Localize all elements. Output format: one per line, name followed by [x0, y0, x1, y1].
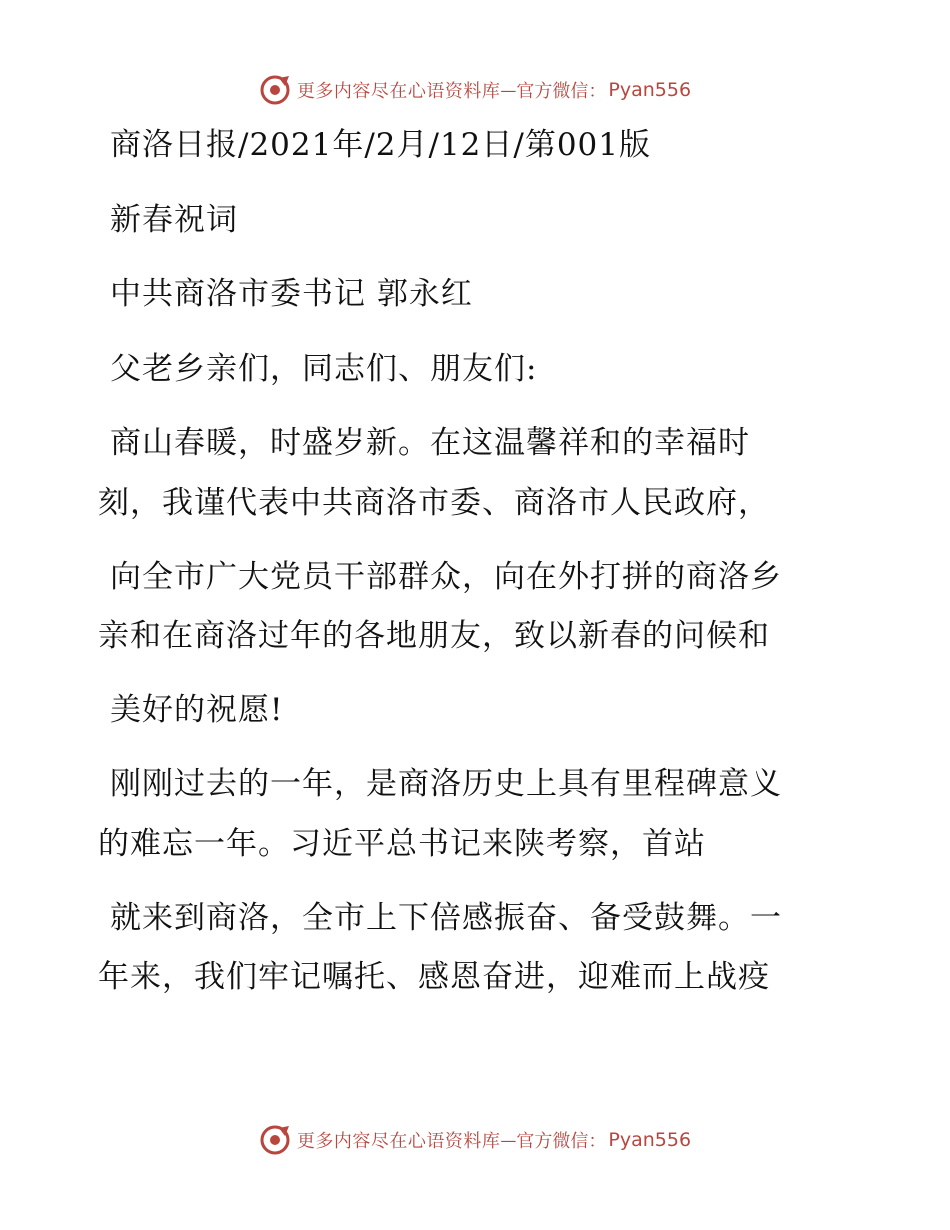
salutation-line: 父老乡亲们，同志们、朋友们: — [110, 351, 538, 387]
watermark-wechat-id: Pyan556 — [608, 79, 692, 101]
watermark-wechat-id: Pyan556 — [608, 1129, 692, 1151]
watermark-wechat-label: 官方微信： — [516, 81, 607, 102]
paragraph-line: 的难忘一年。习近平总书记来陕考察，首站 — [98, 826, 706, 862]
pen-logo-icon — [259, 1124, 291, 1156]
watermark-wechat-label: 官方微信： — [516, 1131, 607, 1152]
paragraph-line: 商山春暖，时盛岁新。在这温馨祥和的幸福时 — [110, 425, 750, 461]
author-line: 中共商洛市委书记 郭永红 — [110, 276, 473, 312]
source-line: 商洛日报/2021年/2月/12日/第001版 — [110, 127, 652, 163]
footer-watermark-banner — [0, 1120, 950, 1160]
paragraph-line: 刚刚过去的一年，是商洛历史上具有里程碑意义 — [110, 766, 782, 802]
paragraph-line: 就来到商洛，全市上下倍感振奋、备受鼓舞。一 — [110, 900, 782, 936]
document-title: 新春祝词 — [110, 202, 238, 238]
paragraph-line: 向全市广大党员干部群众，向在外打拼的商洛乡 — [110, 559, 782, 595]
paragraph-line: 亲和在商洛过年的各地朋友，致以新春的问候和 — [98, 618, 770, 654]
watermark-slogan: 更多内容尽在心语资料库 — [296, 1131, 501, 1152]
paragraph-line: 年来，我们牢记嘱托、感恩奋进，迎难而上战疫 — [98, 959, 770, 995]
paragraph-line: 刻，我谨代表中共商洛市委、商洛市人民政府， — [98, 485, 770, 521]
watermark-separator: — — [500, 1130, 517, 1150]
paragraph-line: 美好的祝愿! — [110, 692, 284, 728]
watermark-slogan: 更多内容尽在心语资料库 — [296, 81, 501, 102]
watermark-separator: — — [500, 80, 517, 100]
